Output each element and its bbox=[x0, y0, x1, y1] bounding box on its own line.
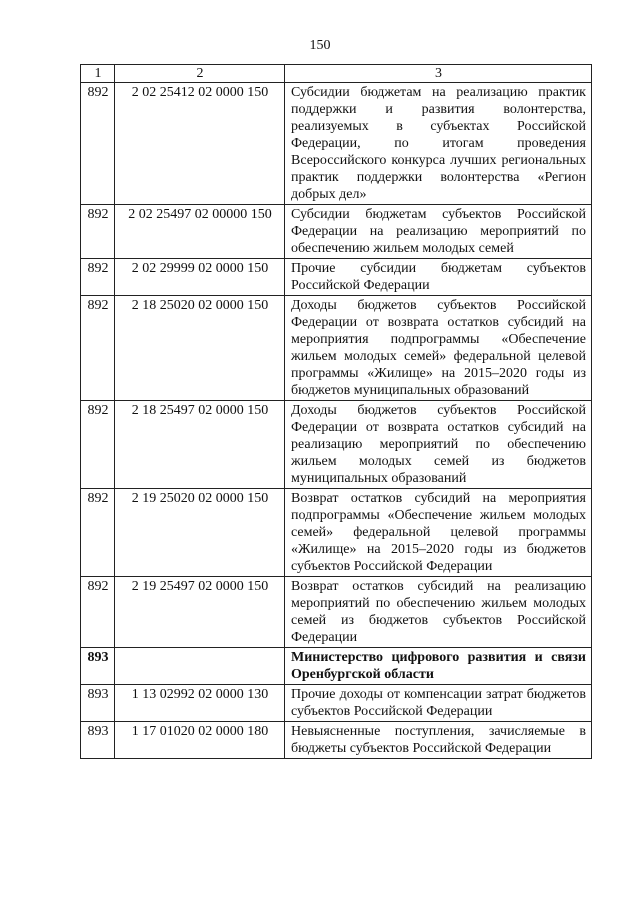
income-name-cell: Доходы бюджетов субъектов Российской Федерации от возврата остатков субсидий на мероприятия подпрограммы «Обеспечение жильем молодых семей» федеральной целевой программы «Жилище» на 2015–2020 годы из бюджетов муниципальных образований bbox=[285, 296, 592, 401]
kbk-code-cell: 2 02 29999 02 0000 150 bbox=[115, 259, 285, 296]
income-name-cell: Возврат остатков субсидий на реализацию мероприятий по обеспечению жильем молодых семей из бюджетов субъектов Российской Федерации bbox=[285, 577, 592, 648]
admin-code-cell: 892 bbox=[81, 259, 115, 296]
kbk-code-cell: 1 17 01020 02 0000 180 bbox=[115, 722, 285, 759]
income-name-cell: Возврат остатков субсидий на мероприятия подпрограммы «Обеспечение жильем молодых семей» федеральной целевой программы «Жилище» на 2015–2020 годы из бюджетов субъектов Российской Федерации bbox=[285, 489, 592, 577]
table-row bbox=[81, 685, 592, 722]
kbk-code-cell: 2 18 25020 02 0000 150 bbox=[115, 296, 285, 401]
table-row bbox=[81, 205, 592, 259]
admin-code-cell: 893 bbox=[81, 722, 115, 759]
table-row bbox=[81, 577, 592, 648]
admin-code-cell: 892 bbox=[81, 205, 115, 259]
table-body bbox=[81, 65, 592, 759]
table-row bbox=[81, 648, 592, 685]
admin-code-cell: 893 bbox=[81, 648, 115, 685]
income-name-cell: Субсидии бюджетам на реализацию практик поддержки и развития волонтерства, реализуемых в субъектах Российской Федерации, по итогам проведения Всероссийского конкурса лучших региональных практик поддержки волонтерства «Регион добрых дел» bbox=[285, 83, 592, 205]
kbk-code-cell: 2 18 25497 02 0000 150 bbox=[115, 401, 285, 489]
table-row bbox=[81, 296, 592, 401]
admin-code-cell: 892 bbox=[81, 401, 115, 489]
header-col-1: 1 bbox=[81, 65, 115, 83]
header-col-3: 3 bbox=[285, 65, 592, 83]
header-col-2: 2 bbox=[115, 65, 285, 83]
table-row bbox=[81, 401, 592, 489]
page-number: 150 bbox=[309, 38, 331, 53]
kbk-code-cell: 2 02 25412 02 0000 150 bbox=[115, 83, 285, 205]
kbk-code-cell: 2 02 25497 02 00000 150 bbox=[115, 205, 285, 259]
admin-code-cell: 892 bbox=[81, 577, 115, 648]
income-name-cell: Субсидии бюджетам субъектов Российской Федерации на реализацию мероприятий по обеспечению жильем молодых семей bbox=[285, 205, 592, 259]
income-name-cell: Прочие доходы от компенсации затрат бюджетов субъектов Российской Федерации bbox=[285, 685, 592, 722]
admin-code-cell: 892 bbox=[81, 296, 115, 401]
income-name-cell: Министерство цифрового развития и связи Оренбургской области bbox=[285, 648, 592, 685]
table-row bbox=[81, 489, 592, 577]
kbk-code-cell bbox=[115, 648, 285, 685]
budget-classification-table bbox=[80, 64, 592, 759]
income-name-cell: Доходы бюджетов субъектов Российской Федерации от возврата остатков субсидий на реализацию мероприятий по обеспечению жильем молодых семей из бюджетов муниципальных образований bbox=[285, 401, 592, 489]
table-row bbox=[81, 259, 592, 296]
admin-code-cell: 893 bbox=[81, 685, 115, 722]
kbk-code-cell: 1 13 02992 02 0000 130 bbox=[115, 685, 285, 722]
table-row bbox=[81, 83, 592, 205]
kbk-code-cell: 2 19 25020 02 0000 150 bbox=[115, 489, 285, 577]
income-name-cell: Прочие субсидии бюджетам субъектов Российской Федерации bbox=[285, 259, 592, 296]
admin-code-cell: 892 bbox=[81, 83, 115, 205]
admin-code-cell: 892 bbox=[81, 489, 115, 577]
income-name-cell: Невыясненные поступления, зачисляемые в бюджеты субъектов Российской Федерации bbox=[285, 722, 592, 759]
kbk-code-cell: 2 19 25497 02 0000 150 bbox=[115, 577, 285, 648]
table-row bbox=[81, 722, 592, 759]
table-header-row bbox=[81, 65, 592, 83]
